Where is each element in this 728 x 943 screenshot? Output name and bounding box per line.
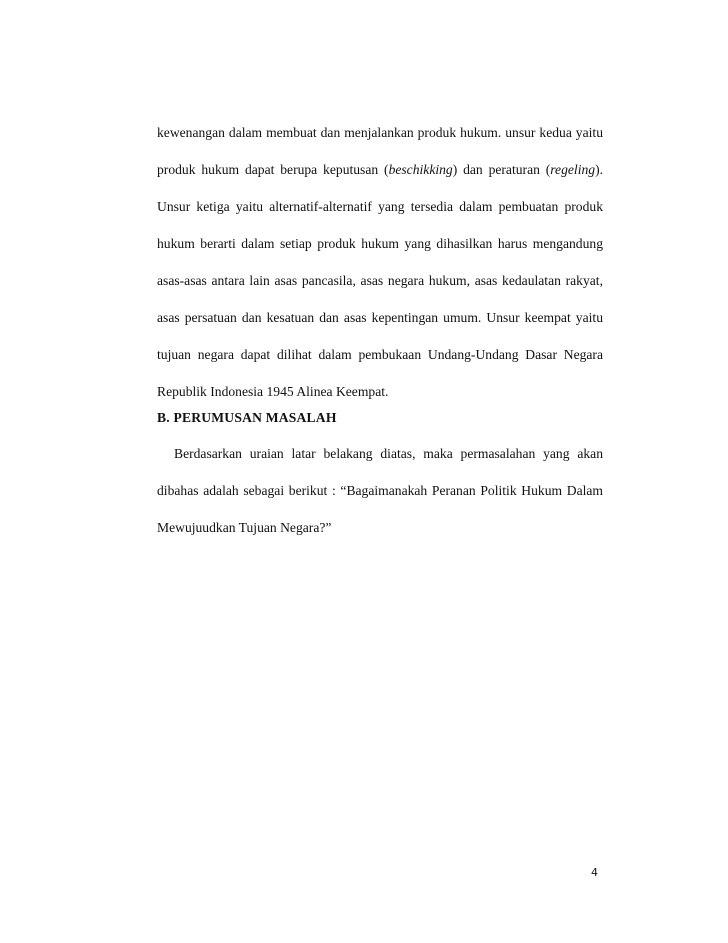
paragraph-unsur-politik-hukum — [157, 125, 603, 421]
paragraph-line: Berdasarkan uraian latar belakang diatas, maka permasalahan yang akan — [174, 446, 603, 461]
paragraph-line: kewenangan dalam membuat dan menjalankan produk hukum. unsur kedua yaitu — [157, 125, 603, 140]
paragraph-line: asas persatuan dan kesatuan dan asas kepentingan umum. Unsur keempat yaitu — [157, 310, 603, 325]
section-heading: B. PERUMUSAN MASALAH — [157, 410, 337, 425]
paragraph-line: asas-asas antara lain asas pancasila, asas negara hukum, asas kedaulatan rakyat, — [157, 273, 603, 288]
paragraph-perumusan-masalah — [157, 446, 603, 557]
page-number: 4 — [591, 866, 598, 879]
paragraph-line: Unsur ketiga yaitu alternatif-alternatif yang tersedia dalam pembuatan produk — [157, 199, 603, 214]
paragraph-line: Republik Indonesia 1945 Alinea Keempat. — [157, 384, 389, 399]
paragraph-line: Mewujuudkan Tujuan Negara?” — [157, 520, 332, 535]
paragraph-line: produk hukum dapat berupa keputusan (beschikking) dan peraturan (regeling). — [157, 162, 603, 177]
paragraph-line: hukum berarti dalam setiap produk hukum yang dihasilkan harus mengandung — [157, 236, 603, 251]
paragraph-line: dibahas adalah sebagai berikut : “Bagaimanakah Peranan Politik Hukum Dalam — [157, 483, 603, 498]
italic-term-regeling: regeling — [550, 162, 596, 177]
paragraph-line: tujuan negara dapat dilihat dalam pembukaan Undang-Undang Dasar Negara — [157, 347, 603, 362]
italic-term-beschikking: beschikking — [388, 162, 453, 177]
